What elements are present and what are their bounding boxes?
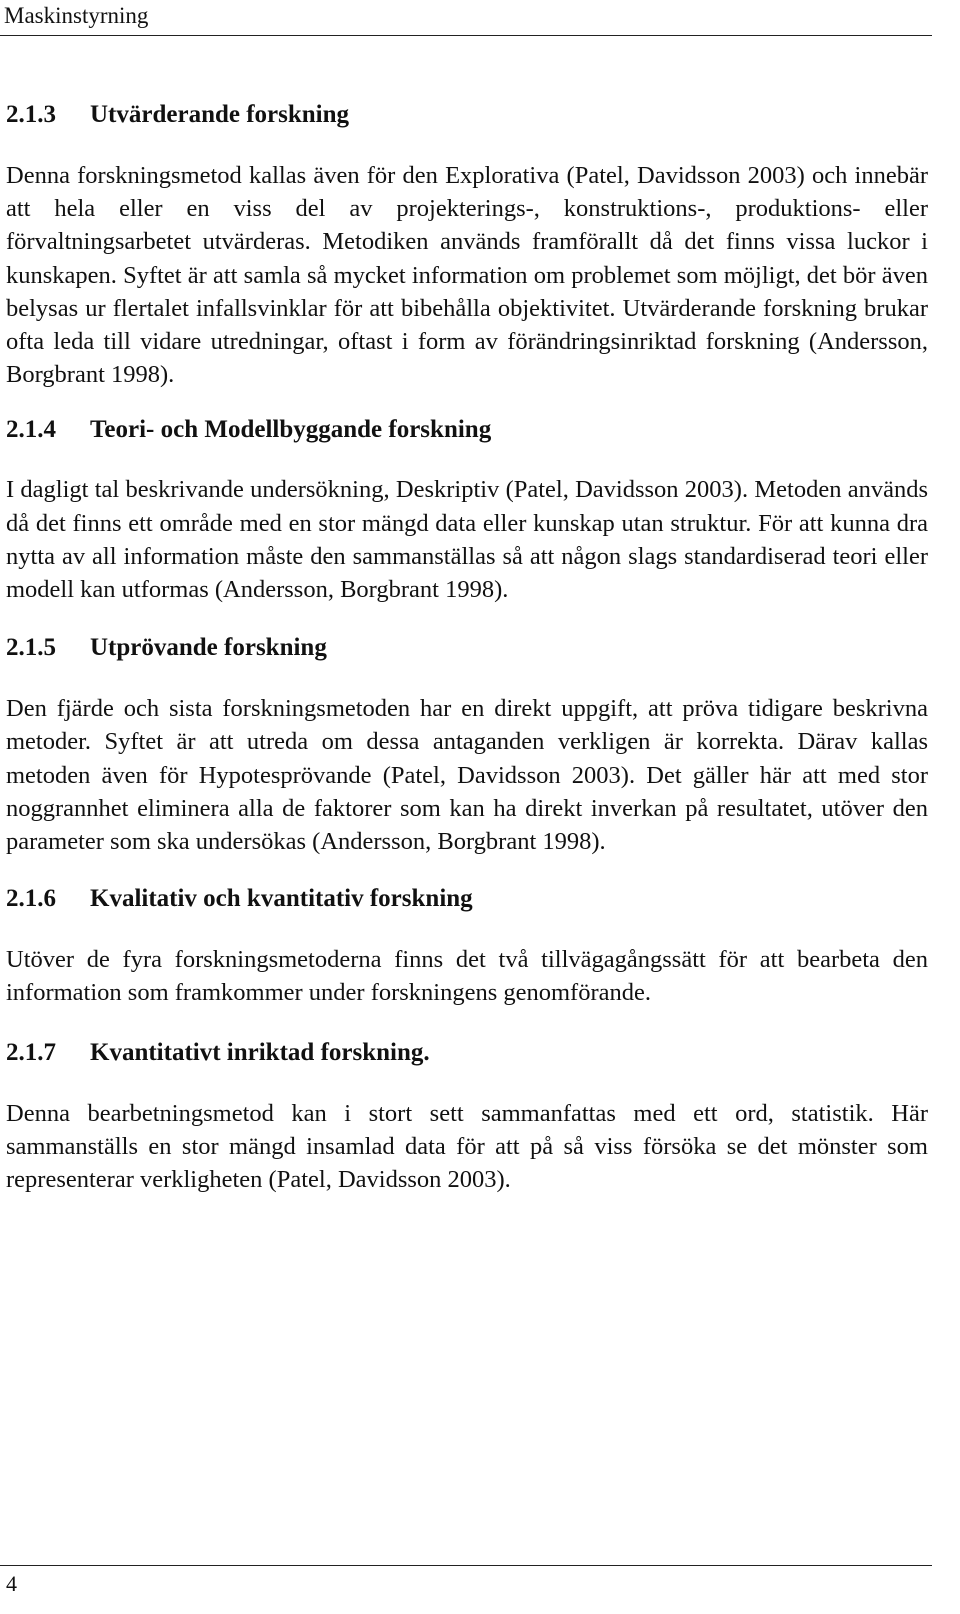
section-paragraph-2-1-6: Utöver de fyra forskningsmetoderna finns det två tillvägagångssätt för att bearbeta den information som framkommer under forskningens genomförande. <box>6 946 928 1007</box>
section-paragraph-2-1-3: Denna forskningsmetod kallas även för den Explorativa (Patel, Davidsson 2003) och innebär att hela eller en viss del av projekterings-, konstruktions-, produktions- eller förvaltningsarbetet utvärderas. Metodiken används framförallt då det finns vissa luckor i kunskapen. Syftet är att samla så mycket information om problemet som möjligt, det bör även belysas ur flertalet infallsvinklar för att bibehålla objektivitet. Utvärderande forskning brukar ofta leda till vidare utredningar, oftast i form av förändringsinriktad forskning (Andersson, Borgbrant 1998). <box>6 162 928 389</box>
section-title: Kvalitativ och kvantitativ forskning <box>90 885 473 913</box>
section-heading-2-1-4 <box>6 413 928 447</box>
section-number: 2.1.5 <box>6 634 56 662</box>
section-heading-2-1-5 <box>6 631 928 665</box>
section-paragraph-2-1-7: Denna bearbetningsmetod kan i stort sett sammanfattas med ett ord, statistik. Här sammanställs en stor mängd insamlad data för att på så viss försöka se det mönster som representerar verkligheten (Patel, Davidsson 2003). <box>6 1099 928 1194</box>
page-content <box>6 98 928 1196</box>
section-title: Utvärderande forskning <box>90 101 350 128</box>
section-paragraph-2-1-5: Den fjärde och sista forskningsmetoden har en direkt uppgift, att pröva tidigare beskrivna metoder. Syftet är att utreda om dessa antaganden verkligen är korrekta. Därav kallas metoden även för Hypotesprövande (Patel, Davidsson 2003). Det gäller här att med stor noggrannhet eliminera alla de faktorer som kan ha direkt inverkan på resultatet, utöver den parameter som ska undersökas (Andersson, Borgbrant 1998). <box>6 695 928 856</box>
section-title: Utprövande forskning <box>90 634 327 662</box>
section-number: 2.1.7 <box>6 1038 56 1066</box>
section-heading-2-1-7 <box>6 1036 928 1070</box>
section-title: Kvantitativt inriktad forskning. <box>90 1038 430 1066</box>
section-heading-2-1-3 <box>6 98 928 132</box>
section-number: 2.1.6 <box>6 885 56 913</box>
footer-rule <box>0 1565 932 1566</box>
running-header: Maskinstyrning <box>4 3 149 28</box>
section-number: 2.1.4 <box>6 416 56 444</box>
page-number: 4 <box>6 1571 17 1596</box>
section-number: 2.1.3 <box>6 101 56 128</box>
header-rule <box>0 35 932 36</box>
section-title: Teori- och Modellbyggande forskning <box>90 416 492 444</box>
section-heading-2-1-6 <box>6 882 928 916</box>
section-paragraph-2-1-4: I dagligt tal beskrivande undersökning, Deskriptiv (Patel, Davidsson 2003). Metoden används då det finns ett område med en stor mängd data eller kunskap utan struktur. För att kunna dra nytta av all information måste den sammanställas så att någon slags standardiserad teori eller modell kan utformas (Andersson, Borgbrant 1998). <box>6 476 928 604</box>
